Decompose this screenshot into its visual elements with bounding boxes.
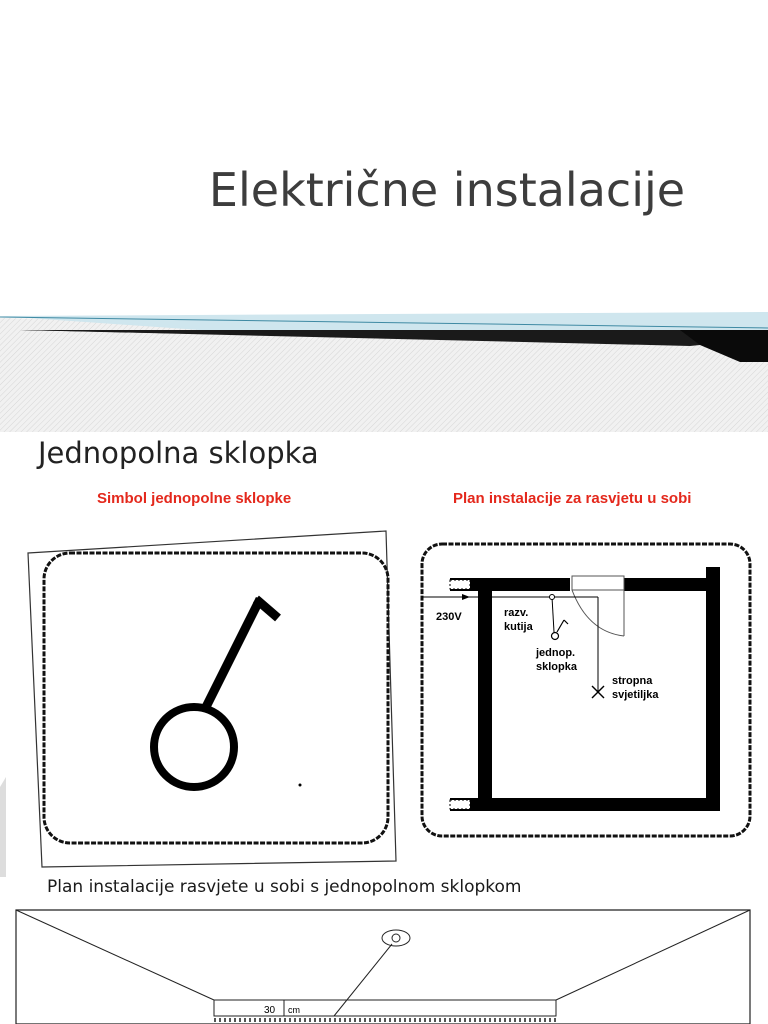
label-switch-1: jednop. xyxy=(536,647,576,659)
slide-title: Električne instalacije xyxy=(208,163,686,217)
ceiling-edge-right xyxy=(556,910,750,1000)
switch-pivot-circle xyxy=(154,707,234,787)
dimension-unit: cm xyxy=(288,1005,300,1015)
left-edge-decoration xyxy=(0,777,8,877)
perspective-room-figure xyxy=(0,904,768,1024)
wall-left xyxy=(478,578,492,810)
label-switch-2: sklopka xyxy=(536,661,577,673)
label-voltage: 230V xyxy=(436,611,462,623)
room-plan-subheading: Plan instalacije rasvjete u sobi s jednopolnom sklopkom xyxy=(47,877,522,897)
wire-to-switch xyxy=(552,597,554,632)
slide-heading: Jednopolna sklopka xyxy=(38,436,319,470)
wall-bottom xyxy=(450,798,720,811)
room-plan-figure xyxy=(418,540,758,840)
plan-caption: Plan instalacije za rasvjetu u sobi xyxy=(453,490,692,507)
plan-switch-circle xyxy=(552,633,559,640)
label-lamp-2: svjetiljka xyxy=(612,689,659,701)
speck xyxy=(299,784,302,787)
symbol-inner-frame xyxy=(44,553,388,843)
label-box-1: razv. xyxy=(504,607,529,619)
ceiling-lamp-bulb xyxy=(392,934,400,942)
edge-hatch xyxy=(0,777,6,877)
plan-switch-lever xyxy=(557,620,564,632)
switch-lever xyxy=(206,599,260,707)
title-slide xyxy=(0,0,768,432)
content-slide xyxy=(0,432,768,1024)
wall-opening-top xyxy=(450,580,470,589)
symbol-caption: Simbol jednopolne sklopke xyxy=(97,490,292,507)
plan-switch-tip xyxy=(564,620,568,624)
ceiling-edge-left xyxy=(16,910,214,1000)
dimension-value: 30 xyxy=(264,1005,276,1016)
wall-opening-bottom xyxy=(450,800,470,809)
switch-symbol-figure xyxy=(20,527,420,872)
label-box-2: kutija xyxy=(504,621,533,633)
label-lamp-1: stropna xyxy=(612,675,653,687)
wall-right xyxy=(706,567,720,810)
junction-box xyxy=(550,595,555,600)
supply-arrow xyxy=(462,594,470,600)
